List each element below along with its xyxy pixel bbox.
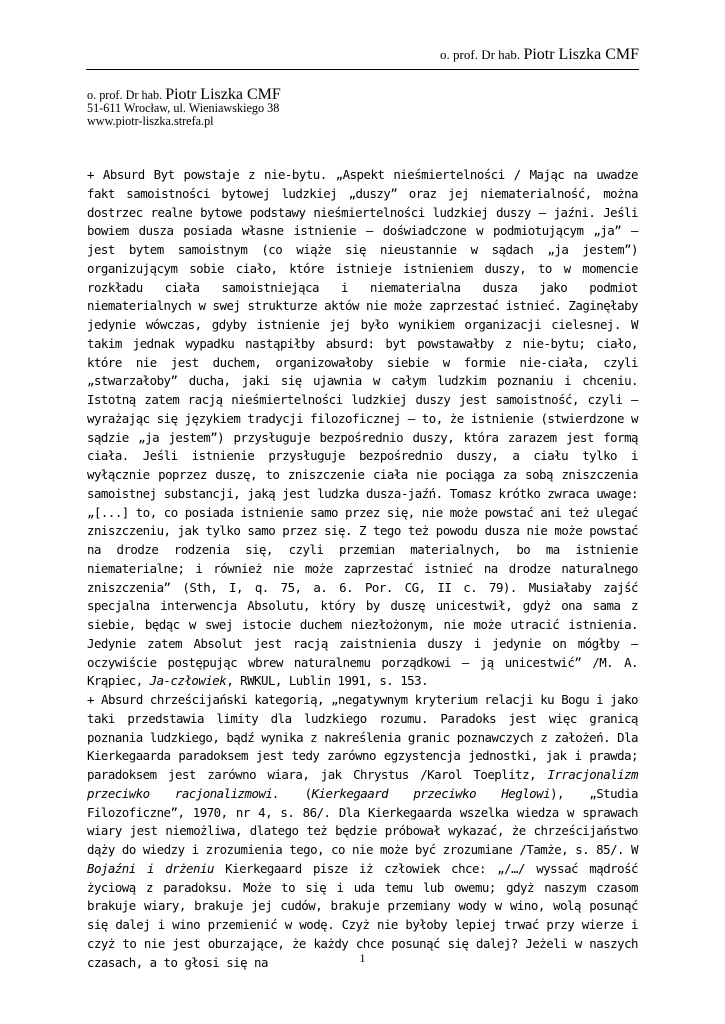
body-paragraph <box>87 691 638 972</box>
italic-title: Bojaźni i drżeniu <box>87 860 214 876</box>
text-run: + Absurd Byt powstaje z nie-bytu. „Aspekt nieśmiertelności / Mając na uwadze fakt samoistności bytowej ludzkiej „duszy” oraz jej niematerialność, można dostrzec realne bytowe podstawy nieśmiertelności ludzkiej duszy – jaźni. Jeśli bowiem dusza posiada własne istnienie – doświadczone w podmiotującym „ja” – jest bytem samoistnym (co wiąże się nieustannie w sądach „ja jestem”) organizującym sobie ciało, które istnieje istnieniem duszy, to w momencie rozkładu ciała samoistniejąca i niematerialna dusza jako podmiot niematerialnych w swej strukturze aktów nie może zaprzestać istnieć. Zaginęłaby jedynie wówczas, gdyby istnienie jej było wynikiem organizacji cielesnej. W takim jednak wypadku nastąpiłby absurd: byt powstawałby z nie-bytu; ciało, które nie jest duchem, organizowałoby siebie w formie nie-ciała, czyli „stwarzałoby” ducha, jaki się ujawnia w całym ludzkim poznaniu i chceniu. Istotną zatem racją nieśmiertelności ludzkiej duszy jest samoistność, czyli – wyrażając się językiem tradycji filozoficznej – to, że istnienie (stwierdzone w sądzie „ja jestem”) przysługuje bezpośrednio duszy, która zarazem jest formą ciała. Jeśli istnienie przysługuje bezpośrednio duszy, a ciału tylko i wyłącznie poprzez duszę, to zniszczenie ciała nie pociąga za sobą zniszczenia samoistnej substancji, jaką jest ludzka dusza-jaźń. Tomasz krótko zwraca uwage: „[...] to, co posiada istnienie samo przez się, nie może powstać ani też ulegać zniszczeniu, jak tylko samo przez się. Z tego też powodu dusza nie może powstać na drodze rodzenia się, czyli przemian materialnych, bo ma istnienie niematerialne; i również nie może zaprzestać istnieć na drodze naturalnego zniszczenia” (Sth, I, q. 75, a. 6. Por. CG, II c. 79). Musiałaby zajść specjalna interwencja Absolutu, który by duszę unicestwił, gdyż ona sama z siebie, będąc w swej istocie duchem niezłożonym, nie może utracić istnienia. Jedynie zatem Absolut jest racją zaistnienia duszy i jedynie on mógłby – oczywiście postępując wbrew naturalnemu porządkowi – ją unicestwić” /M. A. Krąpiec, <box>87 167 638 689</box>
author-address: 51-611 Wrocław, ul. Wieniawskiego 38 <box>87 101 280 115</box>
author-line <box>87 88 281 102</box>
author-website: www.piotr-liszka.strefa.pl <box>87 114 214 128</box>
author-name: Piotr Liszka CMF <box>165 86 281 103</box>
running-header-prefix: o. prof. Dr hab. <box>440 47 521 62</box>
running-header <box>440 46 639 64</box>
body-text <box>87 166 638 972</box>
text-run: ( <box>279 785 312 801</box>
text-run: + Absurd chrześcijański kategorią, „negatywnym kryterium relacji ku Bogu i jako taki przedstawia limity dla ludzkiego rozumu. Paradoks jest więc granicą poznania ludzkiego, bądź wynika z nakreślenia granic poznawczych z założeń. Dla Kierkegaarda paradoksem jest tedy zarówno egzystencja jednostki, jak i prawda; paradoksem jest zarówno wiara, jak Chrystus /Karol Toeplitz, <box>87 692 638 782</box>
italic-title: Ja-człowiek <box>149 673 227 689</box>
italic-title: Kierkegaard przeciwko Heglowi <box>311 785 551 801</box>
text-run: Kierkegaard pisze iż człowiek chce: „/…/ wyssać mądrość życiową z paradoksu. Może to się i uda temu lub owemu; gdyż naszym czasom brakuje wiary, brakuje jej cudów, brakuje przemiany wody w wino, wolą posunąć się dalej i wino przemienić w wodę. Czyż nie byłoby lepiej trwać przy wierze i czyż to nie jest oburzające, że każdy chce posunąć się dalej? Jeżeli w naszych czasach, a to głosi się na <box>87 860 638 970</box>
author-prefix: o. prof. Dr hab. <box>87 88 163 102</box>
text-run: , RWKUL, Lublin 1991, s. 153. <box>226 673 429 689</box>
italic-title: Irracjonalizm przeciwko racjonalizmowi. <box>87 767 638 801</box>
running-header-name: Piotr Liszka CMF <box>523 46 639 63</box>
header-rule <box>86 69 639 70</box>
page-number: 1 <box>359 951 366 965</box>
author-block <box>87 88 281 128</box>
text-run: ), „Studia Filozoficzne”, 1970, nr 4, s. 86/. Dla Kierkegaarda wszelka wiedza w sprawach wiary jest niemożliwa, dlatego też będzie próbował wykazać, że chrześcijaństwo dąży do wiedzy i zrozumienia tego, co nie może być zrozumiane /Tamże, s. 85/. W <box>87 785 638 857</box>
body-paragraph <box>87 166 638 691</box>
